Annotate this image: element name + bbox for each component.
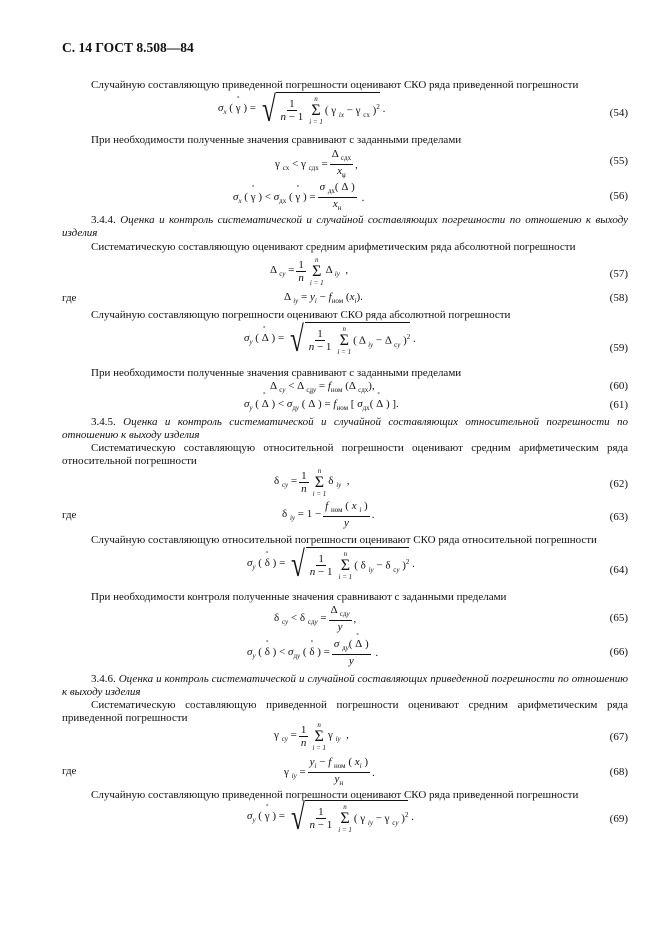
- paragraph-5: При необходимости полученные значения сравнивают с заданными пределами: [91, 367, 462, 379]
- eqnum-58: (58): [609, 292, 628, 304]
- equation-68: γ $_{iy}$ = $\frac{y_i - f _{ном} ( x_i )}{y_н}$ .: [284, 756, 375, 788]
- paragraph-4: Случайную составляющую погрешности оценивают СКО ряда абсолютной погрешности: [91, 309, 511, 321]
- eqnum-60: (60): [609, 380, 628, 392]
- equation-55: γ $_{cx}$ < γ $_{cдx}$ = $\frac{\Delta _{cдx}}{x_н}$ ,: [275, 148, 358, 180]
- eqnum-56: (56): [609, 190, 628, 202]
- paragraph-2: При необходимости полученные значения сравнивают с заданными пределами: [91, 134, 462, 146]
- eqnum-67: (67): [609, 731, 628, 743]
- gde-label: где: [62, 765, 77, 777]
- equation-59: $\sigma_y$ ( ˚ Δ ) = √ $\frac{1}{n - 1}$ n Σ i = 1 ( Δ $_{iy}$ − Δ $_{cy}$ )$^2$ .: [244, 322, 416, 356]
- equation-57: Δ $_{cy}$ = $\frac{1}{n}$ n Σ i = 1 Δ $_{iy}$ ,: [270, 256, 349, 287]
- eqnum-57: (57): [609, 268, 628, 280]
- eqnum-65: (65): [609, 612, 628, 624]
- equation-60: Δ $_{cy}$ < Δ $_{cдy} = f_{ном}$ (Δ $_{cдx}$),: [270, 380, 375, 395]
- equation-56: $\sigma_x$ ( ˚ γ ) < $\sigma_{дx}$ ( ˚ γ ) = $\frac{\sigma _{дx}( ˚ \Delta )}{x_н}$ .: [233, 181, 364, 214]
- paragraph-8: При необходимости контроля полученные значения сравнивают с заданными пределами: [91, 591, 507, 603]
- equation-65: δ $_{cy}$ < δ $_{cдy}$ = $\frac{\Delta _{cдy}}{y}$ ,: [274, 604, 357, 634]
- eqnum-63: (63): [609, 511, 628, 523]
- section-number: 3.4.5.: [91, 416, 116, 428]
- section-title: Оценка и контроль систематической и случайной составляющих погрешности по отношению к выходу изделия: [62, 214, 629, 239]
- equation-64: $\sigma_y$ ( ˚ δ ) = √ $\frac{1}{n - 1}$ n Σ i = 1 ( δ $_{iy}$ − δ $_{cy}$ )$^2$ .: [247, 547, 415, 581]
- section-3-4-4: [62, 214, 628, 240]
- eqnum-69: (69): [609, 813, 628, 825]
- equation-67: γ $_{cy}$ = $\frac{1}{n}$ n Σ i = 1 γ $_{iy}$ ,: [274, 721, 349, 752]
- paragraph-10: Случайную составляющую приведенной погрешности оценивают СКО ряда приведенной погрешности: [91, 789, 579, 801]
- gde-label: где: [62, 509, 77, 521]
- equation-69: $\sigma_y$ ( ˚ γ ) = √ $\frac{1}{n - 1}$ n Σ i = 1 ( γ $_{iy}$ − γ $_{cy}$ )$^2$ .: [247, 800, 414, 834]
- section-3-4-6: [62, 673, 628, 699]
- equation-54: $\sigma_x$ ( ˚ γ ) = √ $\frac{1}{n - 1}$ n Σ i = 1 ( γ $_{ix}$ − γ $_{cx}$ )$^2$ .: [218, 92, 385, 126]
- eqnum-54: (54): [609, 107, 628, 119]
- page-header: С. 14 ГОСТ 8.508—84: [62, 40, 194, 55]
- equation-61: $\sigma_y$ ( ˚ Δ ) < $\sigma_{дy}$ ( ˚ Δ ) = $f_{ном}$ [ $\sigma_{дx}$( ˚ Δ ) ].: [244, 398, 399, 412]
- paragraph-1: Случайную составляющую приведенной погрешности оценивают СКО ряда приведенной погрешности: [91, 79, 579, 91]
- section-number: 3.4.4.: [91, 214, 116, 226]
- eqnum-61: (61): [609, 399, 628, 411]
- section-title: Оценка и контроль систематической и случайной составляющих относительной погрешности по отношению к выходу изделия: [62, 416, 629, 441]
- gde-label: где: [62, 292, 77, 304]
- section-number: 3.4.6.: [91, 673, 116, 685]
- eqnum-66: (66): [609, 646, 628, 658]
- equation-62: δ $_{cy}$ = $\frac{1}{n}$ n Σ i = 1 δ $_{iy}$ ,: [274, 467, 350, 498]
- eqnum-68: (68): [609, 766, 628, 778]
- section-title: Оценка и контроль систематической и случайной составляющих приведенной погрешности по отношению к выходу изделия: [62, 673, 629, 698]
- paragraph-7: Случайную составляющую относительной погрешности оценивают СКО ряда относительной погрешности: [91, 534, 597, 546]
- paragraph-9: Систематическую составляющую приведенной погрешности оценивают средним арифметическим ряда приведенной погрешности: [62, 699, 628, 724]
- section-3-4-5: [62, 416, 628, 442]
- equation-63: δ $_{iy}$ = 1 − $\frac{f _{ном} ( x _i )}{y}$ .: [282, 500, 375, 530]
- paragraph-6: Систематическую составляющую относительной погрешности оценивают средним арифметическим ряда относительной погрешности: [62, 442, 628, 467]
- eqnum-59: (59): [609, 342, 628, 354]
- paragraph-3: Систематическую составляющую оценивают средним арифметическим ряда абсолютной погрешности: [91, 241, 576, 253]
- eqnum-64: (64): [609, 564, 628, 576]
- equation-58: Δ $_{iy} = y_i - f_{ном}$ $(x_i)$.: [284, 291, 363, 306]
- equation-66: $\sigma_y$ ( ˚ δ ) < $\sigma_{дy}$ ( ˚ δ ) = $\frac{\sigma _{дy}( ˚ \Delta )}{y}$ .: [247, 638, 378, 667]
- eqnum-62: (62): [609, 478, 628, 490]
- eqnum-55: (55): [609, 155, 628, 167]
